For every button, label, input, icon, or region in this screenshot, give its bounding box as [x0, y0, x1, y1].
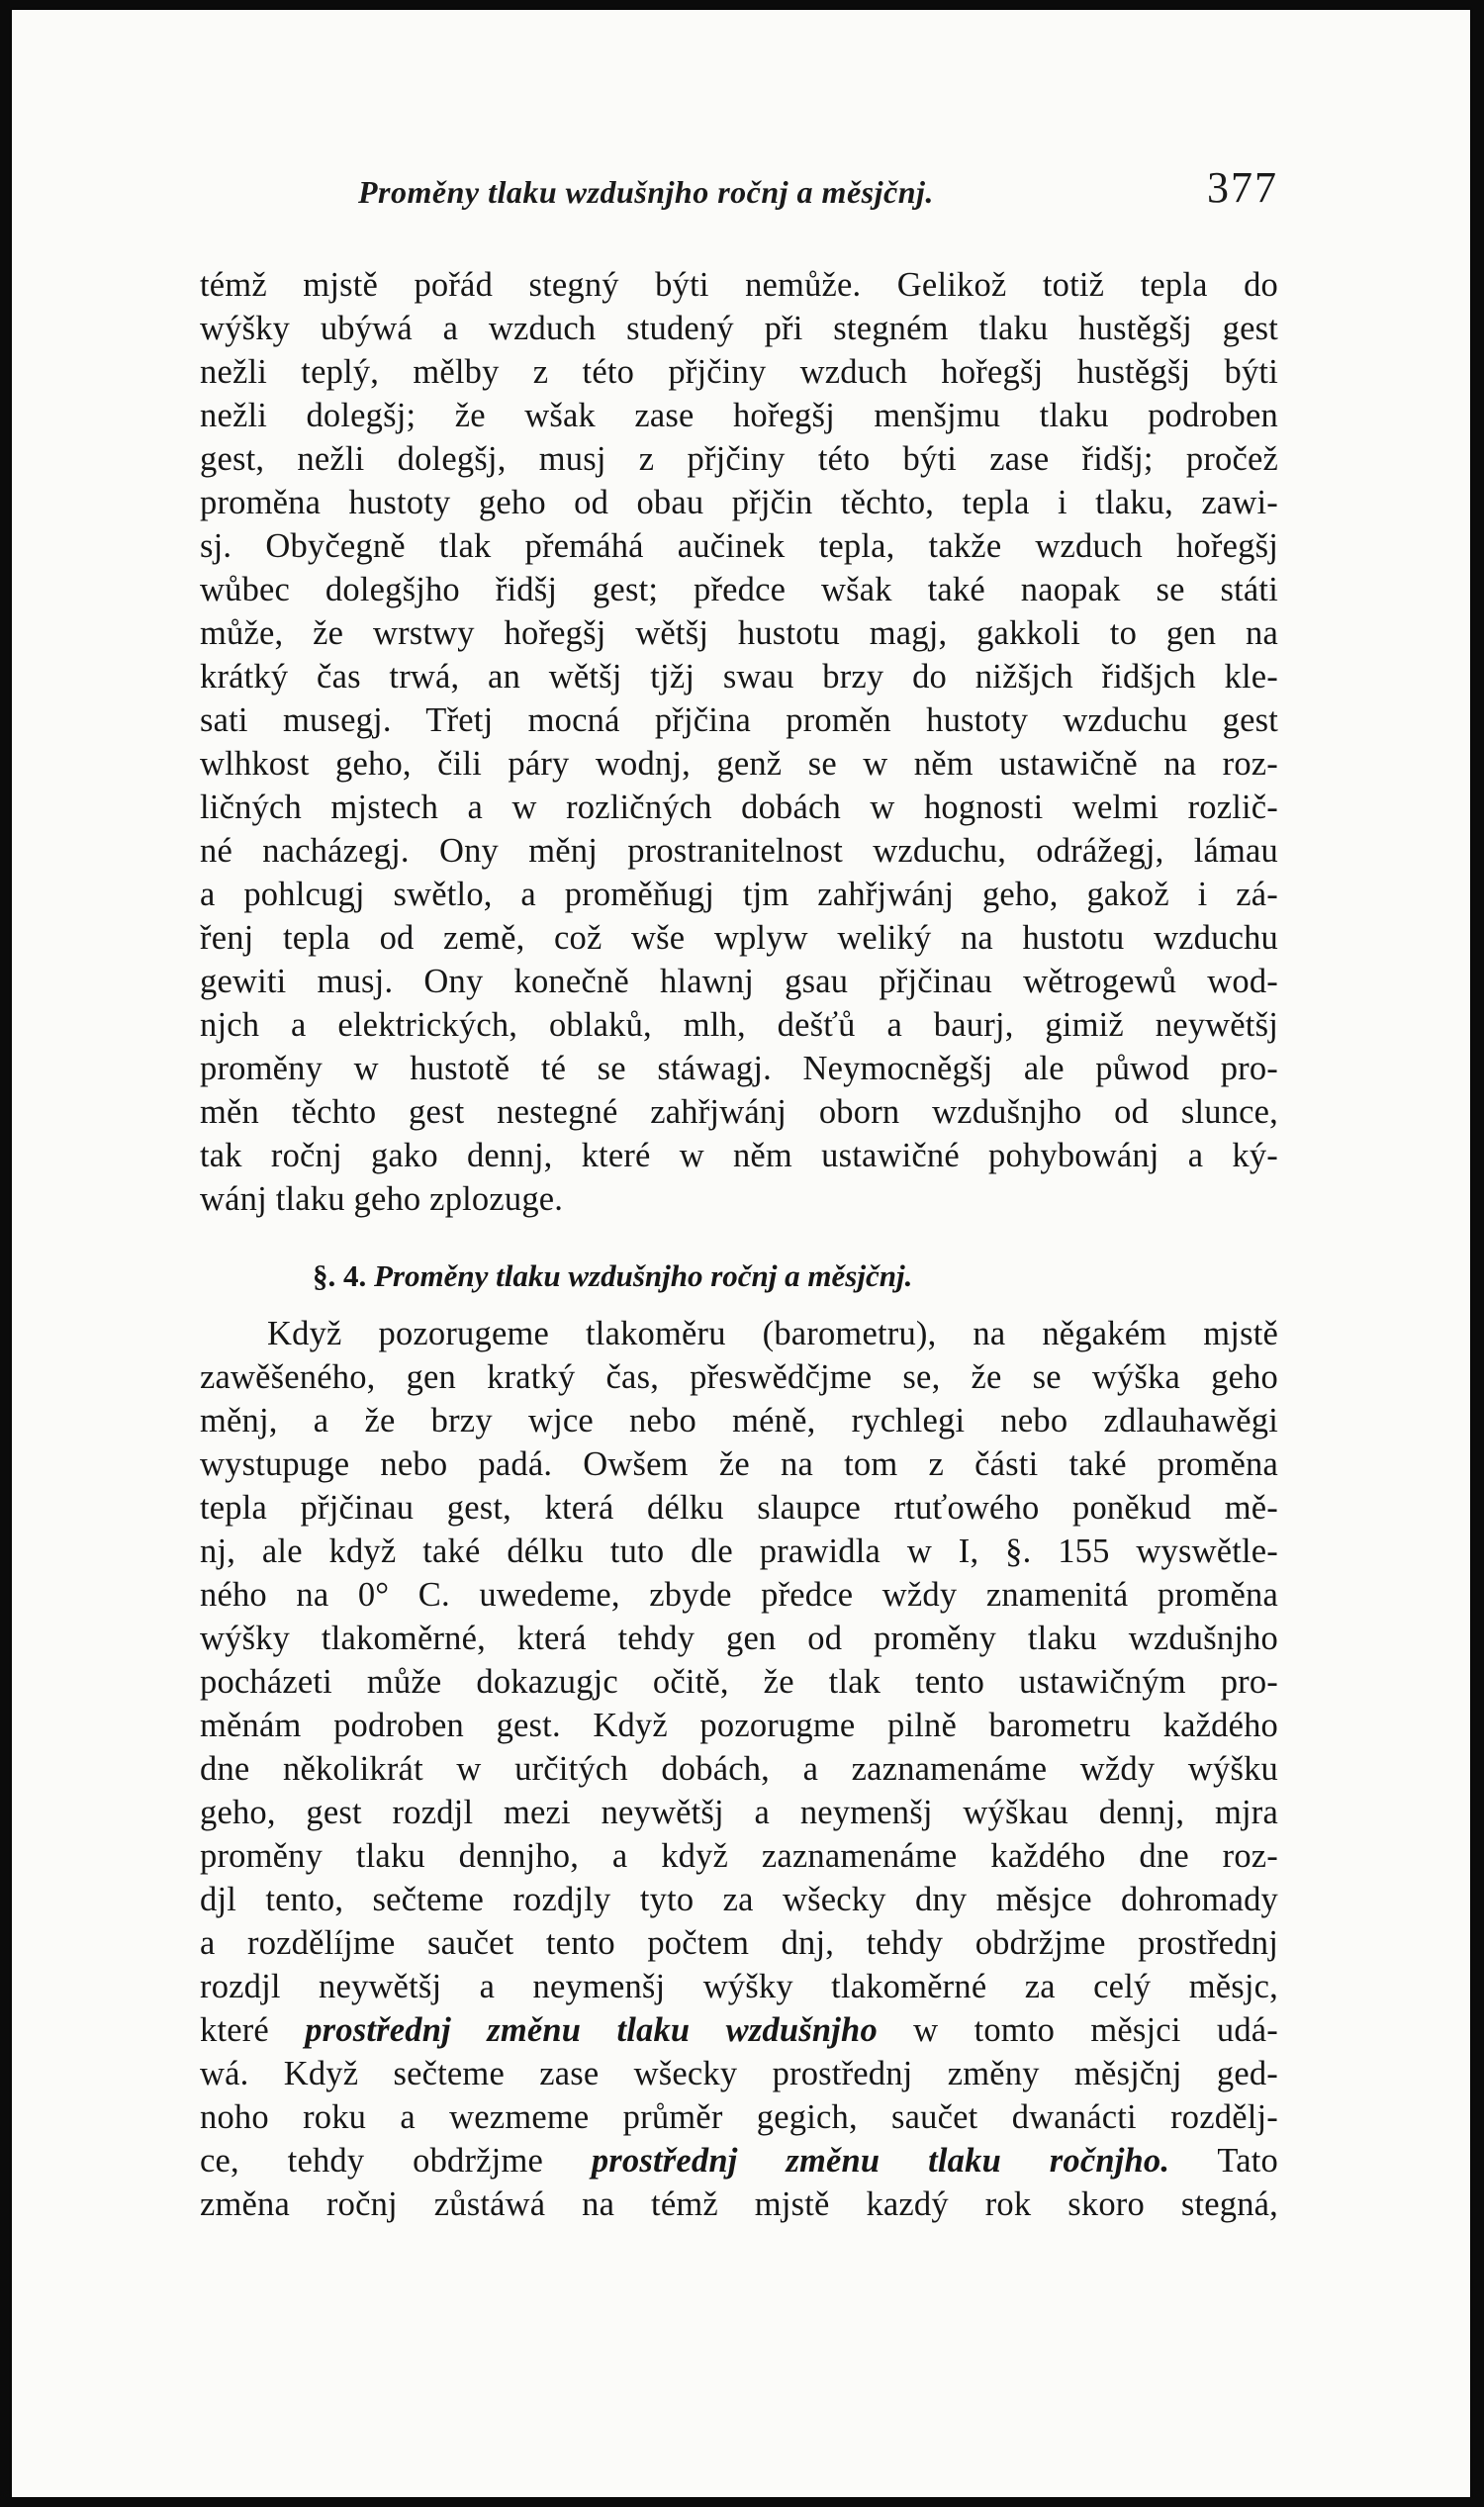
text-line: rozdjl neywětšj a neymenšj wýšky tlakoměrné za celý měsjc,	[200, 1968, 1278, 2005]
running-head	[200, 163, 1278, 228]
text-line: nežli teplý, mělby z této přjčiny wzduch hořegšj hustěgšj býti	[200, 353, 1278, 391]
text-line: proměny w hustotě té se stáwagj. Neymocněgšj ale půwod pro-	[200, 1050, 1278, 1087]
text-line: geho, gest rozdjl mezi neywětšj a neymenšj wýškau dennj, mjra	[200, 1794, 1278, 1831]
page-number: 377	[1207, 163, 1278, 212]
text-line: djl tento, sečteme rozdjly tyto za wšecky dny měsjce dohromady	[200, 1881, 1278, 1918]
text-line: témž mjstě pořád stegný býti nemůže. Gelikož totiž tepla do	[200, 266, 1278, 304]
text-line: měn těchto gest nestegné zahřjwánj oborn wzdušnjho od slunce,	[200, 1093, 1278, 1131]
text-run: w tomto měsjci udá-	[877, 2011, 1278, 2049]
section-number: §. 4.	[313, 1258, 367, 1293]
text-run: Tato	[1169, 2142, 1279, 2180]
text-line: nj, ale když také délku tuto dle prawidla w I, §. 155 wyswětle-	[200, 1532, 1278, 1570]
emphasized-term: prostřednj změnu tlaku ročnjho.	[591, 2142, 1170, 2180]
text-line: změna ročnj zůstáwá na témž mjstě kazdý rok skoro stegná,	[200, 2185, 1278, 2223]
text-line: a pohlcugj swětlo, a proměňugj tjm zahřjwánj geho, gakož i zá-	[200, 876, 1278, 913]
text-line: né nacházegj. Ony měnj prostranitelnost wzduchu, odrážegj, lámau	[200, 832, 1278, 870]
section-title: Proměny tlaku wzdušnjho ročnj a měsjčnj.	[374, 1258, 913, 1293]
text-line: zawěšeného, gen kratký čas, přeswědčjme se, že se wýška geho	[200, 1358, 1278, 1396]
paragraph-1	[200, 263, 1278, 1221]
text-line: wá. Když sečteme zase wšecky prostřednj změny měsjčnj ged-	[200, 2055, 1278, 2092]
text-run: které	[200, 2011, 306, 2049]
text-line: ného na 0° C. uwedeme, zbyde předce wždy znamenitá proměna	[200, 1576, 1278, 1614]
text-line: tepla přjčinau gest, která délku slaupce rtuťowého poněkud mě-	[200, 1489, 1278, 1527]
text-line	[200, 2008, 1278, 2052]
text-line: Když pozorugeme tlakoměru (barometru), na něgakém mjstě	[267, 1315, 1278, 1352]
text-line: sj. Obyčegně tlak přemáhá aučinek tepla, takže wzduch hořegšj	[200, 527, 1278, 565]
text-line: krátký čas trwá, an wětšj tjžj swau brzy do nižšjch řidšjch kle-	[200, 658, 1278, 696]
text-line: může, že wrstwy hořegšj wětšj hustotu magj, gakkoli to gen na	[200, 614, 1278, 652]
text-line: pocházeti může dokazugjc očitě, že tlak tento ustawičným pro-	[200, 1663, 1278, 1701]
text-line: wlhkost geho, čili páry wodnj, genž se w něm ustawičně na roz-	[200, 745, 1278, 783]
text-line: gest, nežli dolegšj, musj z přjčiny této býti zase řidšj; pročež	[200, 440, 1278, 478]
text-line: wýšky tlakoměrné, která tehdy gen od proměny tlaku wzdušnjho	[200, 1620, 1278, 1657]
text-line: ličných mjstech a w rozličných dobách w hognosti welmi rozlič-	[200, 789, 1278, 826]
text-line: nežli dolegšj; že wšak zase hořegšj menšjmu tlaku podroben	[200, 397, 1278, 434]
text-line: wystupuge nebo padá. Owšem že na tom z části také proměna	[200, 1445, 1278, 1483]
text-line: wánj tlaku geho zplozuge.	[200, 1180, 564, 1218]
section-heading	[313, 1258, 912, 1294]
text-line: njch a elektrických, oblaků, mlh, dešťů a baurj, gimiž neywětšj	[200, 1006, 1278, 1044]
text-line: proměny tlaku dennjho, a když zaznamenáme každého dne roz-	[200, 1837, 1278, 1875]
text-line	[200, 2139, 1278, 2182]
text-line: měnj, a že brzy wjce nebo méně, rychlegi nebo zdlauhawěgi	[200, 1402, 1278, 1439]
running-title: Proměny tlaku wzdušnjho ročnj a měsjčnj.	[358, 174, 934, 210]
text-line: proměna hustoty geho od obau přjčin těchto, tepla i tlaku, zawi-	[200, 484, 1278, 521]
text-line: sati musegj. Třetj mocná přjčina proměn hustoty wzduchu gest	[200, 701, 1278, 739]
text-line: dne několikrát w určitých dobách, a zaznamenáme wždy wýšku	[200, 1750, 1278, 1788]
text-line: tak ročnj gako dennj, které w něm ustawičné pohybowánj a ký-	[200, 1137, 1278, 1174]
text-line: wýšky ubýwá a wzduch studený při stegném tlaku hustěgšj gest	[200, 310, 1278, 347]
emphasized-term: prostřednj změnu tlaku wzdušnjho	[305, 2011, 878, 2049]
text-line: noho roku a wezmeme průměr gegich, saučet dwanácti rozdělj-	[200, 2098, 1278, 2136]
book-page	[12, 10, 1470, 2497]
text-line: a rozdělíjme saučet tento počtem dnj, tehdy obdržjme prostřednj	[200, 1924, 1278, 1962]
text-line: řenj tepla od země, což wše wplyw weliký na hustotu wzduchu	[200, 919, 1278, 957]
text-line: gewiti musj. Ony konečně hlawnj gsau přjčinau wětrogewů wod-	[200, 963, 1278, 1000]
text-line: měnám podroben gest. Když pozorugme pilně barometru každého	[200, 1707, 1278, 1744]
text-line: wůbec dolegšjho řidšj gest; předce wšak také naopak se státi	[200, 571, 1278, 608]
text-run: ce, tehdy obdržjme	[200, 2142, 592, 2180]
paragraph-2	[200, 1312, 1278, 2226]
